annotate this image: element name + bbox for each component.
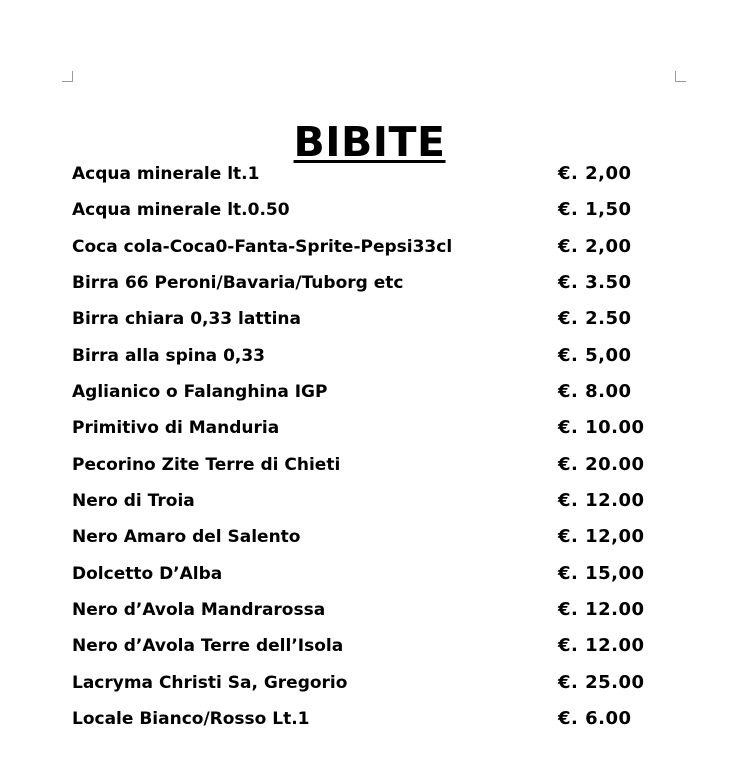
list-item [72, 156, 672, 192]
item-price: €. 25.00 [558, 671, 645, 693]
list-item [72, 556, 672, 592]
list-item [72, 483, 672, 519]
list-item [72, 229, 672, 265]
list-item [72, 447, 672, 483]
item-name: Dolcetto D’Alba [72, 563, 223, 584]
item-name: Pecorino Zite Terre di Chieti [72, 454, 341, 475]
item-name: Locale Bianco/Rosso Lt.1 [72, 709, 310, 730]
item-name: Nero di Troia [72, 491, 195, 512]
list-item [72, 410, 672, 446]
list-item [72, 192, 672, 228]
item-name: Nero d’Avola Mandrarossa [72, 600, 326, 621]
list-item [72, 374, 672, 410]
item-name: Birra 66 Peroni/Bavaria/Tuborg etc [72, 273, 404, 294]
item-price: €. 12.00 [558, 635, 645, 657]
item-price: €. 3.50 [558, 272, 632, 294]
item-price: €. 5,00 [558, 344, 632, 366]
item-price: €. 10.00 [558, 417, 645, 439]
item-price: €. 1,50 [558, 199, 632, 221]
list-item [72, 701, 672, 737]
item-name: Acqua minerale lt.0.50 [72, 200, 290, 221]
item-name: Nero d’Avola Terre dell’Isola [72, 636, 344, 657]
page-corner-mark-right [675, 71, 686, 82]
item-name: Coca cola-Coca0-Fanta-Sprite-Pepsi33cl [72, 236, 453, 257]
list-item [72, 265, 672, 301]
list-item [72, 628, 672, 664]
list-item [72, 592, 672, 628]
item-name: Primitivo di Manduria [72, 418, 280, 439]
item-price: €. 2.50 [558, 308, 632, 330]
list-item [72, 338, 672, 374]
item-name: Birra alla spina 0,33 [72, 345, 266, 366]
item-price: €. 15,00 [558, 562, 645, 584]
item-name: Birra chiara 0,33 lattina [72, 309, 302, 330]
item-price: €. 6.00 [558, 708, 632, 730]
page-corner-mark-left [62, 71, 73, 82]
page-title-text: BIBITE [293, 118, 446, 167]
item-price: €. 2,00 [558, 235, 632, 257]
item-price: €. 12.00 [558, 599, 645, 621]
drinks-list [72, 156, 672, 738]
item-price: €. 20.00 [558, 453, 645, 475]
item-name: Acqua minerale lt.1 [72, 164, 260, 184]
item-price: €. 8.00 [558, 381, 632, 403]
list-item [72, 519, 672, 555]
item-price: €. 2,00 [558, 163, 632, 184]
item-price: €. 12,00 [558, 526, 645, 548]
item-name: Aglianico o Falanghina IGP [72, 382, 328, 403]
item-name: Nero Amaro del Salento [72, 527, 301, 548]
item-name: Lacryma Christi Sa, Gregorio [72, 672, 348, 693]
list-item [72, 665, 672, 701]
item-price: €. 12.00 [558, 490, 645, 512]
list-item [72, 301, 672, 337]
